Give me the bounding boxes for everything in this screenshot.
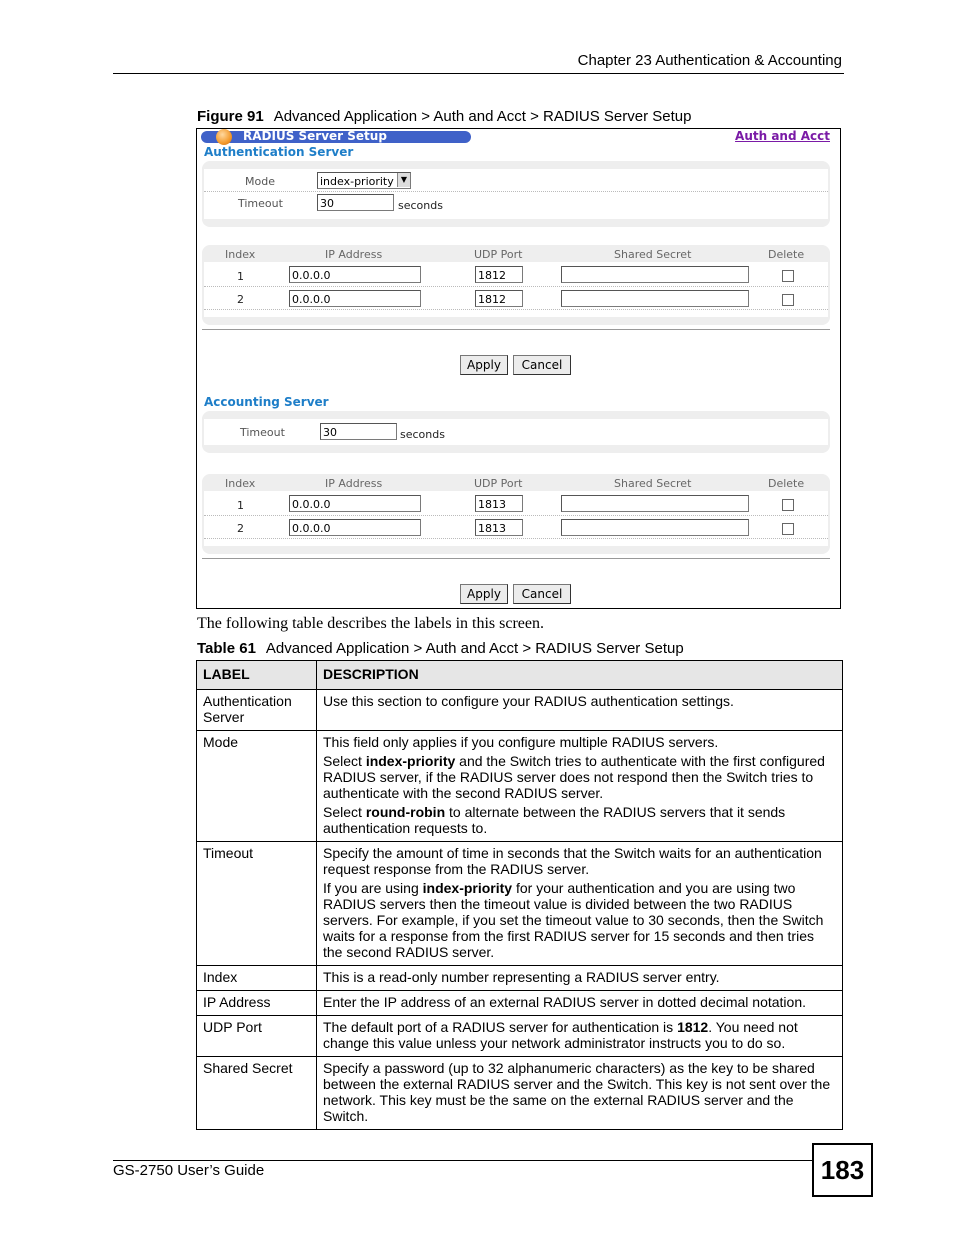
auth-row1-index: 1 xyxy=(237,270,244,283)
auth-row2-index: 2 xyxy=(237,293,244,306)
acct-row1-port-input[interactable]: 1813 xyxy=(475,495,523,512)
table-row xyxy=(197,690,843,731)
auth-divider xyxy=(202,329,830,330)
desc-paragraph: Select index-priority and the Switch tries to authenticate with the first configured RADIUS server, if the RADIUS server does not respond then the Switch tries to authenticate with the second RADIUS server. xyxy=(323,753,825,801)
intro-text: The following table describes the labels in this screen. xyxy=(197,615,545,632)
auth-row2-ip-input[interactable]: 0.0.0.0 xyxy=(289,290,421,307)
auth-mode-select[interactable] xyxy=(317,172,411,189)
row-label: Index xyxy=(197,966,317,991)
auth-col-delete: Delete xyxy=(768,248,805,261)
acct-row1-delete-checkbox[interactable] xyxy=(782,499,794,511)
acct-col-delete: Delete xyxy=(768,477,805,490)
chapter-header: Chapter 23 Authentication & Accounting xyxy=(577,52,842,69)
figure-title: Advanced Application > Auth and Acct > RADIUS Server Setup xyxy=(273,108,692,125)
acct-col-ip: IP Address xyxy=(325,477,383,490)
auth-col-port: UDP Port xyxy=(474,248,523,261)
table-row xyxy=(197,966,843,991)
auth-row1-port-input[interactable]: 1812 xyxy=(475,266,523,283)
desc-paragraph: If you are using index-priority for your authentication and you are using two RADIUS servers then the timeout value is divided between the two RADIUS servers. For example, if you set the timeout value to 30 seconds, then the Switch waits for a response from the first RADIUS server for 15 seconds and then tries the second RADIUS server. xyxy=(323,880,824,960)
figure-number: Figure 91 xyxy=(197,108,264,125)
row-description: Specify a password (up to 32 alphanumeric characters) as the key to be shared between the external RADIUS server and the Switch. This key is not sent over the network. This key must be the same on the external RADIUS server and the Switch. xyxy=(317,1057,843,1130)
chevron-down-icon: ▼ xyxy=(397,173,410,187)
desc-paragraph: Select round-robin to alternate between the RADIUS servers that it sends authentication requests to. xyxy=(323,804,786,836)
guide-title: GS-2750 User’s Guide xyxy=(113,1162,265,1179)
row-description: Enter the IP address of an external RADIUS server in dotted decimal notation. xyxy=(317,991,843,1016)
col-label: LABEL xyxy=(197,661,317,690)
row-label: IP Address xyxy=(197,991,317,1016)
acct-row2-index: 2 xyxy=(237,522,244,535)
table-row xyxy=(197,1016,843,1057)
acct-col-secret: Shared Secret xyxy=(614,477,692,490)
auth-and-acct-link[interactable]: Auth and Acct xyxy=(735,129,830,143)
screen-title: RADIUS Server Setup xyxy=(243,129,387,143)
row-description: The default port of a RADIUS server for authentication is 1812. You need not change this value unless your network administrator instructs you to do so. xyxy=(317,1016,843,1057)
acct-timeout-input[interactable]: 30 xyxy=(320,423,397,440)
auth-mode-label: Mode xyxy=(245,175,275,188)
auth-row1-secret-input[interactable] xyxy=(561,266,749,283)
auth-col-ip: IP Address xyxy=(325,248,383,261)
acct-row1-index: 1 xyxy=(237,499,244,512)
table-row xyxy=(197,1057,843,1130)
auth-timeout-label: Timeout xyxy=(238,197,283,210)
acct-timeout-unit: seconds xyxy=(400,428,445,441)
header-rule xyxy=(113,73,844,74)
label-description-table xyxy=(196,660,843,1130)
auth-row2-secret-input[interactable] xyxy=(561,290,749,307)
acct-row2-delete-checkbox[interactable] xyxy=(782,523,794,535)
acct-timeout-label: Timeout xyxy=(240,426,285,439)
table-header-row xyxy=(197,661,843,690)
auth-row2-port-input[interactable]: 1812 xyxy=(475,290,523,307)
auth-timeout-unit: seconds xyxy=(398,199,443,212)
acct-apply-button[interactable]: Apply xyxy=(460,584,508,604)
acct-col-port: UDP Port xyxy=(474,477,523,490)
row-description: This is a read-only number representing a RADIUS server entry. xyxy=(317,966,843,991)
acct-row1-secret-input[interactable] xyxy=(561,495,749,512)
table-row xyxy=(197,842,843,966)
auth-mode-value: index-priority xyxy=(320,175,394,188)
auth-section-title: Authentication Server xyxy=(204,145,354,159)
footer-rule xyxy=(113,1160,813,1161)
auth-row2-delete-checkbox[interactable] xyxy=(782,294,794,306)
acct-section-title: Accounting Server xyxy=(204,395,329,409)
table-number: Table 61 xyxy=(197,640,256,657)
acct-row2-ip-input[interactable]: 0.0.0.0 xyxy=(289,519,421,536)
row-label: Mode xyxy=(197,731,317,842)
col-description: DESCRIPTION xyxy=(317,661,843,690)
desc-paragraph: Specify the amount of time in seconds that the Switch waits for an authentication request response from the RADIUS server. xyxy=(323,845,822,877)
row-label: Authentication Server xyxy=(197,690,317,731)
auth-apply-button[interactable]: Apply xyxy=(460,355,508,375)
auth-row1-delete-checkbox[interactable] xyxy=(782,270,794,282)
row-label: UDP Port xyxy=(197,1016,317,1057)
acct-col-index: Index xyxy=(225,477,256,490)
row-label: Timeout xyxy=(197,842,317,966)
acct-cancel-button[interactable]: Cancel xyxy=(513,584,571,604)
acct-row1-ip-input[interactable]: 0.0.0.0 xyxy=(289,495,421,512)
row-label: Shared Secret xyxy=(197,1057,317,1130)
table-row xyxy=(197,991,843,1016)
auth-timeout-input[interactable]: 30 xyxy=(317,194,394,211)
table-caption xyxy=(197,640,684,657)
acct-divider xyxy=(202,558,830,559)
table-title: Advanced Application > Auth and Acct > RADIUS Server Setup xyxy=(265,640,684,657)
orb-icon xyxy=(216,129,232,145)
auth-row1-ip-input[interactable]: 0.0.0.0 xyxy=(289,266,421,283)
auth-col-index: Index xyxy=(225,248,256,261)
auth-cancel-button[interactable]: Cancel xyxy=(513,355,571,375)
acct-settings-panel xyxy=(202,411,830,453)
row-description: Use this section to configure your RADIUS authentication settings. xyxy=(317,690,843,731)
row-description xyxy=(317,842,843,966)
auth-col-secret: Shared Secret xyxy=(614,248,692,261)
acct-row2-port-input[interactable]: 1813 xyxy=(475,519,523,536)
acct-row2-secret-input[interactable] xyxy=(561,519,749,536)
table-row xyxy=(197,731,843,842)
radius-setup-screenshot xyxy=(196,128,841,609)
desc-paragraph: This field only applies if you configure multiple RADIUS servers. xyxy=(323,734,719,750)
auth-settings-panel xyxy=(202,161,830,227)
page-number: 183 xyxy=(812,1143,873,1197)
row-description xyxy=(317,731,843,842)
figure-caption xyxy=(197,108,691,125)
